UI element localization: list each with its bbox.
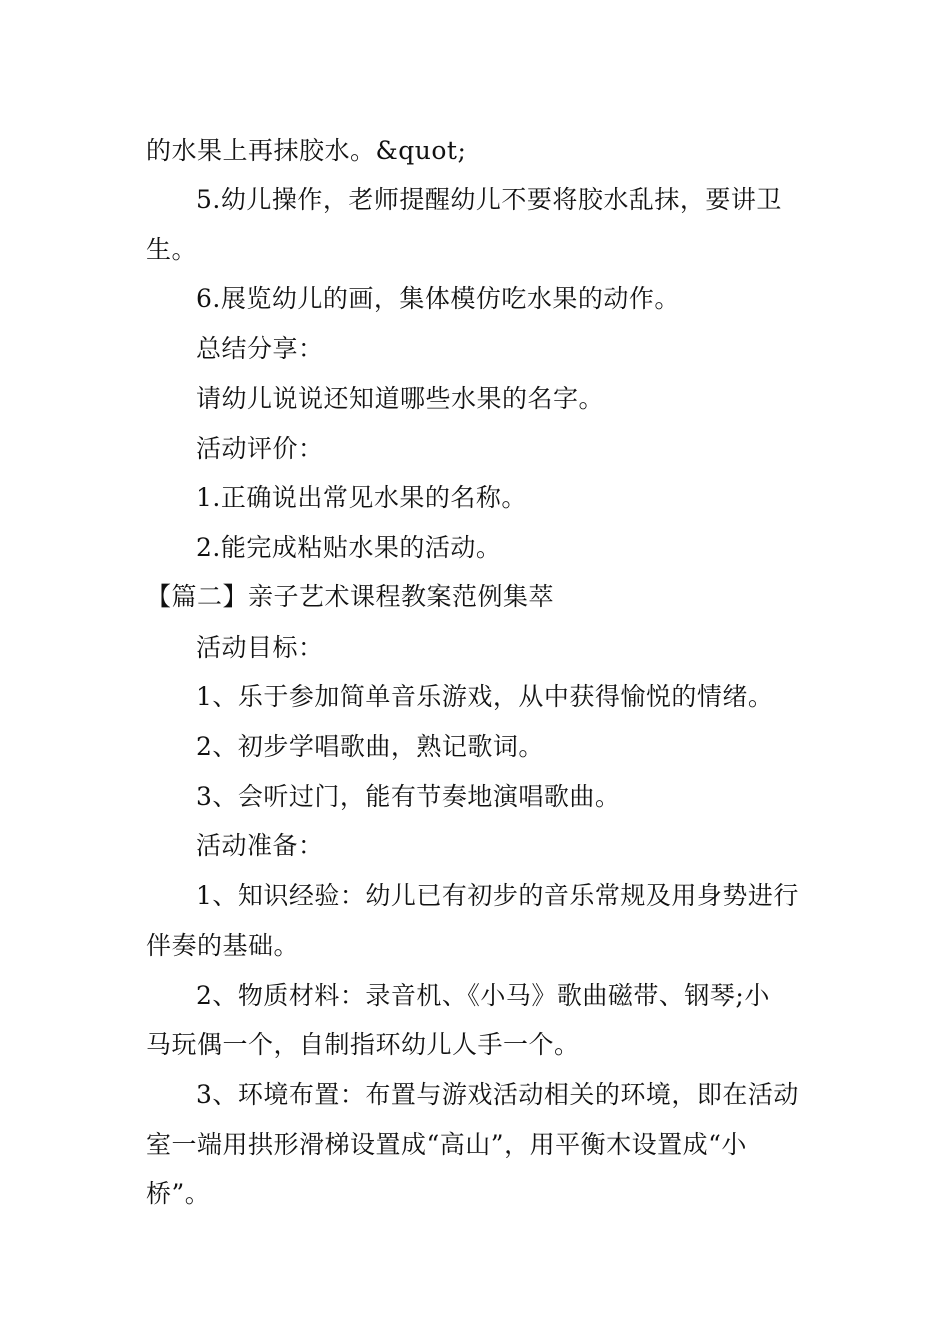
text-line: 的水果上再抹胶水。&quot; <box>146 136 467 165</box>
text-line: 3、会听过门，能有节奏地演唱歌曲。 <box>196 782 621 811</box>
section-label: 活动目标： <box>196 633 324 662</box>
text-line: 2.能完成粘贴水果的活动。 <box>196 533 502 562</box>
text-line: 2、物质材料：录音机、《小马》歌曲磁带、钢琴;小 <box>196 981 770 1010</box>
text-line: 请幼儿说说还知道哪些水果的名字。 <box>196 384 605 413</box>
section-label: 总结分享： <box>196 334 324 363</box>
article-heading: 【篇二】亲子艺术课程教案范例集萃 <box>146 582 555 611</box>
text-line: 桥”。 <box>146 1179 211 1208</box>
text-line: 1、知识经验：幼儿已有初步的音乐常规及用身势进行 <box>196 881 799 910</box>
text-line: 室一端用拱形滑梯设置成“高山”，用平衡木设置成“小 <box>146 1130 747 1159</box>
text-line: 6.展览幼儿的画，集体模仿吃水果的动作。 <box>196 284 680 313</box>
section-label: 活动评价： <box>196 434 324 463</box>
text-line: 2、初步学唱歌曲，熟记歌词。 <box>196 732 544 761</box>
text-line: 伴奏的基础。 <box>146 931 300 960</box>
text-line: 3、环境布置：布置与游戏活动相关的环境，即在活动 <box>196 1080 799 1109</box>
text-line: 生。 <box>146 235 198 264</box>
text-line: 1、乐于参加简单音乐游戏，从中获得愉悦的情绪。 <box>196 682 774 711</box>
text-line: 马玩偶一个，自制指环幼儿人手一个。 <box>146 1030 580 1059</box>
section-label: 活动准备： <box>196 831 324 860</box>
text-line: 1.正确说出常见水果的名称。 <box>196 483 527 512</box>
text-line: 5.幼儿操作，老师提醒幼儿不要将胶水乱抹，要讲卫 <box>196 185 782 214</box>
